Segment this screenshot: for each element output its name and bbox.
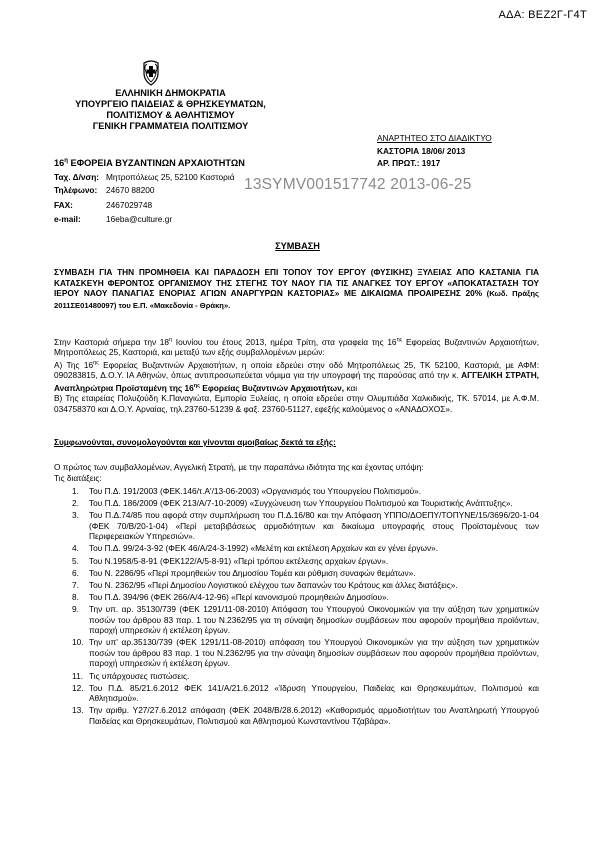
list-item	[54, 705, 539, 726]
item-text: Του Π.Δ. 186/2009 (ΦΕΚ 213/Α/7-10-2009) «Συγχώνευση των Υπουργείου Πολιτισμού και Τουριστικής Ανάπτυξης».	[89, 498, 513, 509]
place-date: ΚΑΣΤΟΡΙΑ 18/06/ 2013	[377, 146, 466, 156]
list-item	[54, 683, 539, 704]
intro-block	[54, 335, 539, 414]
item-text: Του Ν. 2362/95 «Περί Δημοσίου Λογιστικού ελέγχου των δαπανών του Κράτους και άλλες διατάξεις».	[89, 579, 458, 590]
item-number: 9.	[72, 603, 79, 614]
item-number: 5.	[72, 555, 79, 566]
item-text: Του Π.Δ. 99/24-3-92 (ΦΕΚ 46/Α/24-3-1992) «Μελέτη και εκτέλεση Αρχαίων και εν γένει έργων».	[89, 543, 439, 554]
item-number: 6.	[72, 567, 79, 578]
contract-subject	[54, 267, 539, 311]
contact-label: e-mail:	[54, 214, 81, 224]
contact-value: 24670 88200	[106, 185, 155, 195]
item-number: 8.	[72, 591, 79, 602]
item-text: Την υπ. αρ. 35130/739 (ΦΕΚ 1291/11-08-2010) Απόφαση του Υπουργού Οικονομικών για την αύξηση των χρηματικών ποσών του άρθρου 83 παρ. 1 του Ν.2362/95 για τη σύναψη δημοσίων συμβάσεων που αφορούν προμήθεια προϊόντων, παροχή υπηρεσιών ή εκτέλεση έργων.	[89, 603, 539, 636]
item-text: Του Π.Δ.74/85 που αφορά στην συμπλήρωση του Π.Δ.16/80 και την Απόφαση ΥΠΠΟ/ΔΟΕΠΥ/ΤΟΠΥΝΕ/15/3696/20-1-04 (ΦΕΚ 70/Β/20-1-04) «Περί μεταβιβάσεως αρμοδιότητων και δικαίωμα υπογραφής στους Προϊσταμένους των Περιφερειακών Υπηρεσιών».	[89, 510, 539, 542]
header-line-1: ΕΛΛΗΝΙΚΗ ΔΗΜΟΚΡΑΤΙΑ	[115, 88, 226, 98]
header-line-3: ΠΟΛΙΤΙΣΜΟΥ & ΑΘΛΗΤΙΣΜΟΥ	[106, 110, 235, 120]
item-number: 13.	[72, 705, 84, 716]
party-a-name: Εφορείας Βυζαντινών Αρχαιοτήτων,	[200, 382, 345, 393]
list-item	[54, 604, 539, 636]
item-number: 1.	[72, 486, 79, 496]
document-title: ΣΥΜΒΑΣΗ	[275, 241, 320, 251]
intro-sup: η	[169, 337, 173, 343]
ephoria-sup: η	[64, 158, 68, 164]
item-text: Τις υπάρχουσες πιστώσεις.	[89, 670, 190, 681]
item-text: Την υπ' αρ.35130/739 (ΦΕΚ 1291/11-08-2010) απόφαση του Υπουργού Οικονομικών για την αύξηση των χρηματικών ποσών του άρθρου 83 παρ. 1 του Ν.2362/95 για την σύναψη δημοσίων συμβάσεων που αφορούν προμήθεια προϊόντων, παροχή υπηρεσιών ή εκτέλεση έργων.	[89, 637, 539, 669]
posted-online-note: ΑΝΑΡΤΗΤΕΟ ΣΤΟ ΔΙΑΔΙΚΤΥΟ	[377, 133, 492, 143]
item-text: Την αριθμ. Υ27/27.6.2012 απόφαση (ΦΕΚ 2048/Β/28.6.2012) «Καθορισμός αρμοδιοτήτων του Αναπληρωτή Υπουργού Παιδείας και Θρησκευμάτων, Πολιτισμού και Αθλητισμού Κωνσταντίνου Τζαβάρα».	[89, 705, 539, 726]
item-number: 12.	[72, 682, 84, 693]
header-line-4: ΓΕΝΙΚΗ ΓΡΑΜΜΑΤΕΙΑ ΠΟΛΙΤΙΣΜΟΥ	[92, 121, 249, 131]
list-item	[54, 510, 539, 542]
item-number: 3.	[72, 510, 79, 521]
party-a-text: και	[344, 382, 358, 393]
party-a-text: Εφορείας Βυζαντινών Αρχαιοτήτων, η οποία εδρεύει στην οδό Μητροπόλεως 25, ΤΚ 52100, Καστοριά, με ΑΦΜ: 090283815, Δ.Ο.Υ. ΙΑ Αθηνών, όπως αντιπροσωπεύεται νόμιμα για την υπογραφή της παρούσας από την κ.	[54, 359, 539, 381]
contact-email	[54, 214, 172, 224]
item-text: Του Ν.1958/5-8-91 (ΦΕΚ122/Α/5-8-91) «Περί τρόπου εκτέλεσης αρχαίων έργων».	[89, 555, 389, 566]
ada-code: ΑΔΑ: ΒΕΖ2Γ-Γ4Τ	[498, 9, 587, 21]
party-b: Β) Της εταιρείας Πολυζούδη Κ.Παναγιώτα, Εμπορία Ξυλείας, η οποία εδρεύει στην Ολυμπιάδα Χαλκιδικής, ΤΚ. 57014, με Α.Φ.Μ. 034758370 και Δ.Ο.Υ. Αρναίας, τηλ.23760-51239 & φαξ. 23760-51127, εφεξής καλούμενος ο «ΑΝΑΔΟΧΟΣ».	[54, 393, 539, 414]
party-a-sup: ης	[93, 359, 99, 366]
contact-address	[54, 172, 235, 182]
agreement-heading: Συμφωνούνται, συνομολογούνται και γίνονται αμοιβαίως δεκτά τα εξής:	[54, 437, 336, 447]
first-party-statement: Ο πρώτος των συμβαλλομένων, Αγγελική Στρατή, με την παραπάνω ιδιότητα της και έχοντας υπόψη:	[54, 462, 424, 472]
list-item	[54, 486, 539, 497]
item-text: Του Ν. 2286/95 «Περί προμηθειών του Δημοσίου Τομέα και ρύθμιση συναφών θεμάτων».	[89, 567, 416, 578]
subject-code: (Κωδ. Πράξης 2011ΣΕ01480097) του Ε.Π. «Μακεδονία - Θράκη».	[54, 289, 539, 310]
intro-sup: ης	[396, 337, 403, 343]
contact-phone	[54, 185, 154, 195]
ephoria-name: ΕΦΟΡΕΙΑ ΒΥΖΑΝΤΙΝΩΝ ΑΡΧΑΙΟΤΗΤΩΝ	[67, 158, 245, 169]
contact-label: Ταχ. Δ/νση:	[54, 172, 100, 182]
subject-main: ΣΥΜΒΑΣΗ ΓΙΑ ΤΗΝ ΠΡΟΜΗΘΕΙΑ ΚΑΙ ΠΑΡΑΔΟΣΗ ΕΠΙ ΤΟΠΟΥ ΤΟΥ ΕΡΓΟΥ (ΦΥΣΙΚΗΣ) ΞΥΛΕΙΑΣ ΑΠΟ ΚΑΣΤΑΝΙΑ ΓΙΑ ΚΑΤΑΣΚΕΥΗ ΦΕΡΟΝΤΟΣ ΟΡΓΑΝΙΣΜΟΥ ΤΗΣ ΣΤΕΓΗΣ ΤΟΥ ΝΑΟΥ ΓΙΑ ΤΙΣ ΑΝΑΓΚΕΣ ΤΟΥ ΕΡΓΟΥ «ΑΠΟΚΑΤΑΣΤΑΣΗ ΤΟΥ ΙΕΡΟΥ ΝΑΟΥ ΠΑΝΑΓΙΑΣ ΕΝΟΡΙΑΣ ΑΓΙΩΝ ΑΝΑΡΓΥΡΩΝ ΚΑΣΤΟΡΙΑΣ» ΜΕ ΔΙΚΑΙΩΜΑ ΠΡΟΑΙΡΕΣΗΣ 20%	[54, 267, 539, 299]
list-item	[54, 671, 539, 682]
party-a	[54, 358, 539, 393]
item-number: 10.	[72, 637, 84, 648]
protocol-number: ΑΡ. ΠΡΩΤ.: 1917	[377, 158, 441, 168]
ephoria-number: 16	[54, 158, 65, 169]
list-item	[54, 556, 539, 567]
greek-coat-of-arms-icon	[139, 60, 163, 86]
list-item	[54, 592, 539, 603]
item-number: 2.	[72, 498, 79, 509]
party-a-name: ΑΓΓΕΛΙΚΗ ΣΤΡΑΤΗ, Αναπληρώτρια Προϊσταμένη της 16	[54, 370, 539, 393]
list-item	[54, 543, 539, 554]
header-line-2: ΥΠΟΥΡΓΕΙΟ ΠΑΙΔΕΙΑΣ & ΘΡΗΣΚΕΥΜΑΤΩΝ,	[75, 99, 266, 109]
contact-value: 16eba@culture.gr	[106, 214, 173, 224]
intro-paragraph	[54, 335, 539, 358]
item-text: Του Π.Δ. 191/2003 (ΦΕΚ.146/τ.Α'/13-06-2003) «Οργανισμός του Υπουργείου Πολιτισμού».	[89, 486, 422, 496]
contact-value: Μητροπόλεως 25, 52100 Καστοριά	[106, 172, 235, 182]
registry-watermark: 13SYMV001517742 2013-06-25	[244, 176, 472, 193]
intro-text: Ιουνίου του έτους 2013, ημέρα Τρίτη, στα γραφεία της 16	[172, 336, 397, 347]
item-text: Του Π.Δ. 394/96 (ΦΕΚ 266/Α/4-12-96) «Περί κανονισμού προμηθειών Δημοσίου».	[89, 591, 389, 602]
list-item	[54, 498, 539, 509]
list-item	[54, 580, 539, 591]
provisions-list	[54, 486, 539, 728]
item-text: Του Π.Δ. 85/21.6.2012 ΦΕΚ 141/Α/21.6.2012 «Ίδρυση Υπουργείου, Παιδείας και Θρησκευμάτων, Πολιτισμού και Αθλητισμού».	[89, 682, 539, 704]
contact-label: FAX:	[54, 200, 73, 210]
provisions-heading: Τις διατάξεις:	[54, 473, 102, 483]
item-number: 4.	[72, 543, 79, 554]
intro-text: Εφορείας Βυζαντινών Αρχαιοτήτων, Μητροπόλεως 25, Καστοριά, και μεταξύ των εξής συμβαλλομένων μερών:	[54, 336, 539, 358]
contact-label: Τηλέφωνο:	[54, 185, 98, 195]
intro-text: Στην Καστοριά σήμερα την 18	[54, 336, 170, 347]
party-a-text: Α) Της 16	[54, 359, 94, 370]
party-a-sup: ης	[193, 382, 200, 389]
item-number: 11.	[72, 670, 83, 681]
ephoria-title	[54, 158, 245, 168]
contact-value: 2467029748	[106, 200, 153, 210]
list-item	[54, 568, 539, 579]
contact-fax	[54, 200, 152, 210]
item-number: 7.	[72, 579, 79, 590]
list-item	[54, 637, 539, 669]
